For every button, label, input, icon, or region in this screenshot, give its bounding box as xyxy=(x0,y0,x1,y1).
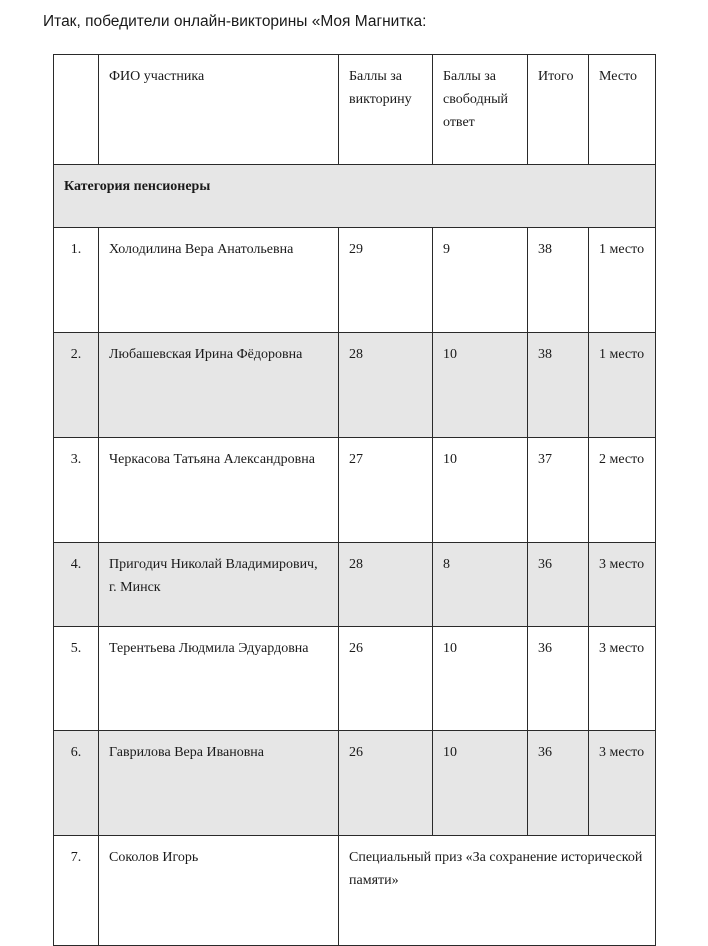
row-total: 38 xyxy=(528,228,589,333)
winners-table xyxy=(53,54,656,946)
row-num: 1. xyxy=(54,228,99,333)
row-num: 5. xyxy=(54,627,99,731)
row-free-score: 10 xyxy=(433,627,528,731)
row-num: 4. xyxy=(54,543,99,627)
table-row-special xyxy=(54,836,656,946)
row-quiz-score: 28 xyxy=(339,333,433,438)
header-name: ФИО участника xyxy=(99,55,339,165)
row-num: 2. xyxy=(54,333,99,438)
row-quiz-score: 28 xyxy=(339,543,433,627)
header-total: Итого xyxy=(528,55,589,165)
row-quiz-score: 26 xyxy=(339,627,433,731)
header-place: Место xyxy=(589,55,656,165)
table-row xyxy=(54,543,656,627)
row-name: Гаврилова Вера Ивановна xyxy=(99,731,339,836)
header-quiz-score: Баллы за викторину xyxy=(339,55,433,165)
row-name: Любашевская Ирина Фёдоровна xyxy=(99,333,339,438)
table-header-row xyxy=(54,55,656,165)
row-place: 1 место xyxy=(589,333,656,438)
table-row xyxy=(54,228,656,333)
table-row xyxy=(54,333,656,438)
row-place: 3 место xyxy=(589,731,656,836)
table-row xyxy=(54,731,656,836)
row-name: Холодилина Вера Анатольевна xyxy=(99,228,339,333)
row-name: Пригодич Николай Владимирович, г. Минск xyxy=(99,543,339,627)
row-quiz-score: 27 xyxy=(339,438,433,543)
row-place: 3 место xyxy=(589,627,656,731)
header-free-answer-score: Баллы за свободный ответ xyxy=(433,55,528,165)
row-free-score: 10 xyxy=(433,333,528,438)
table-row xyxy=(54,438,656,543)
row-total: 37 xyxy=(528,438,589,543)
row-num: 7. xyxy=(54,836,99,946)
category-row xyxy=(54,165,656,228)
row-total: 38 xyxy=(528,333,589,438)
header-num xyxy=(54,55,99,165)
row-place: 2 место xyxy=(589,438,656,543)
row-place: 1 место xyxy=(589,228,656,333)
row-num: 6. xyxy=(54,731,99,836)
row-free-score: 10 xyxy=(433,438,528,543)
row-total: 36 xyxy=(528,627,589,731)
row-name: Черкасова Татьяна Александровна xyxy=(99,438,339,543)
category-label: Категория пенсионеры xyxy=(54,165,656,228)
row-num: 3. xyxy=(54,438,99,543)
row-free-score: 10 xyxy=(433,731,528,836)
table-row xyxy=(54,627,656,731)
row-name: Терентьева Людмила Эдуардовна xyxy=(99,627,339,731)
row-quiz-score: 29 xyxy=(339,228,433,333)
row-place: 3 место xyxy=(589,543,656,627)
row-free-score: 8 xyxy=(433,543,528,627)
special-prize: Специальный приз «За сохранение исторической памяти» xyxy=(339,836,656,946)
row-total: 36 xyxy=(528,731,589,836)
row-total: 36 xyxy=(528,543,589,627)
row-name: Соколов Игорь xyxy=(99,836,339,946)
row-quiz-score: 26 xyxy=(339,731,433,836)
intro-text: Итак, победители онлайн-викторины «Моя Магнитка: xyxy=(43,13,427,30)
row-free-score: 9 xyxy=(433,228,528,333)
